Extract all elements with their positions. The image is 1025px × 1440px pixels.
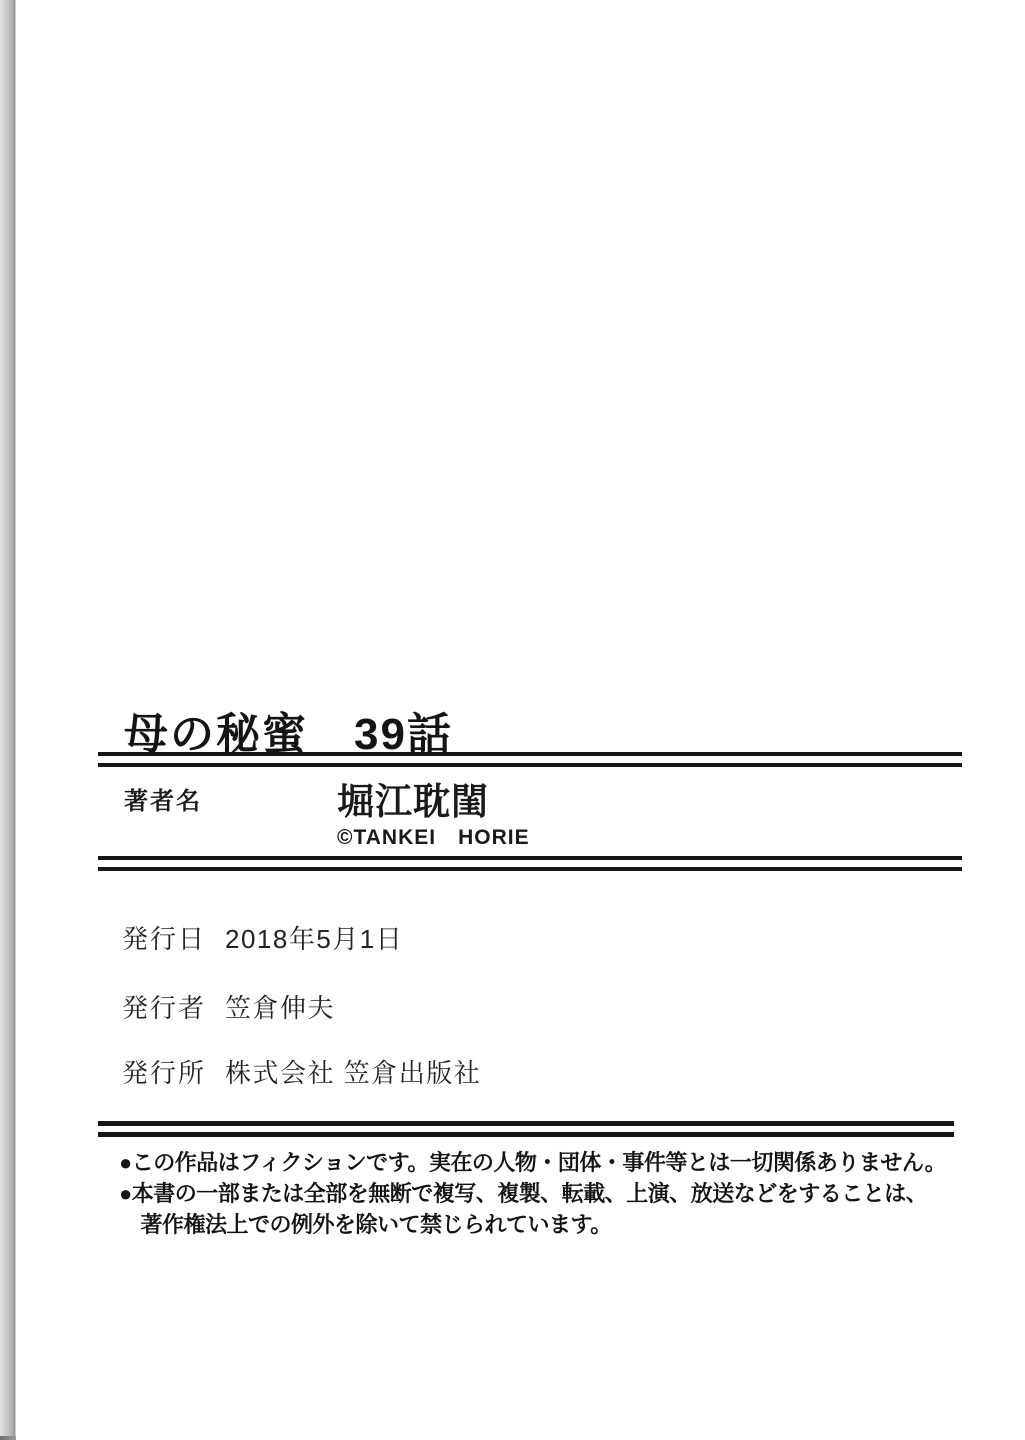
author-name: 堀江耽閨 xyxy=(337,781,489,822)
publisher-company-label: 発行所 xyxy=(122,1058,207,1088)
scan-gutter-edge xyxy=(0,0,16,1440)
disclaimer-block xyxy=(119,1147,959,1240)
colophon-divider-rule xyxy=(98,1121,954,1137)
disclaimer-line-fiction: ●この作品はフィクションです。実在の人物・団体・事件等とは一切関係ありません。 xyxy=(119,1150,947,1175)
author-label: 著者名 xyxy=(124,788,202,815)
page-title: 母の秘蜜 39話 xyxy=(124,710,453,759)
title-divider-rule xyxy=(98,752,962,767)
publication-date-value: 2018年5月1日 xyxy=(225,924,404,954)
copyright-notice: ©TANKEI HORIE xyxy=(337,826,530,849)
author-divider-rule xyxy=(98,856,962,871)
publication-row-date xyxy=(122,919,822,956)
publication-row-publisher-person xyxy=(122,988,822,1025)
publication-date-label: 発行日 xyxy=(122,924,207,954)
disclaimer-line-copyright-1: ●本書の一部または全部を無断で複写、複製、転載、上演、放送などをすることは、 xyxy=(119,1181,928,1206)
publisher-person-value: 笠倉伸夫 xyxy=(225,993,336,1023)
publisher-company-value: 株式会社 笠倉出版社 xyxy=(225,1058,482,1088)
disclaimer-line-copyright-2: 著作権法上での例外を除いて禁じられています。 xyxy=(119,1212,612,1237)
publisher-person-label: 発行者 xyxy=(122,993,207,1023)
publication-row-publisher-company xyxy=(122,1053,822,1090)
